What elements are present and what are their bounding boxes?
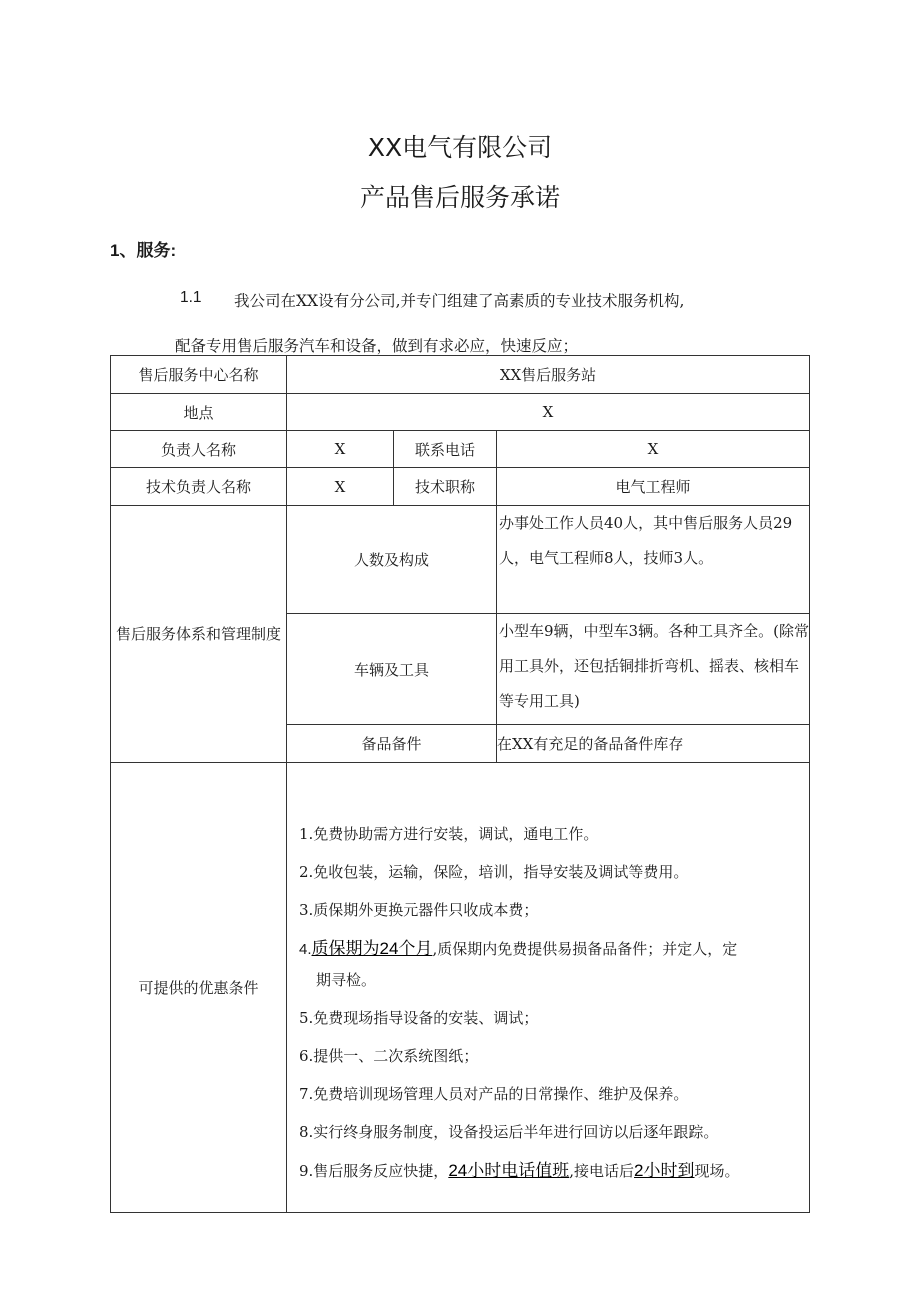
offers-list: [287, 763, 810, 1213]
offer-item-3: 3.质保期外更换元器件只收成本费；: [299, 901, 539, 919]
arrival-highlight: 2小时到: [634, 1161, 695, 1180]
table-row: [111, 468, 810, 506]
clause-line-1: 我公司在XX设有分公司,并专门组建了高素质的专业技术服务机构,: [234, 292, 685, 310]
offer-item-4-continuation: 期寻检。: [316, 971, 377, 989]
offers-label: 可提供的优惠条件: [111, 763, 287, 1213]
offer-item-9-text-b: ,接电话后: [569, 1162, 635, 1180]
clause-line-2: 配备专用售后服务汽车和设备，做到有求必应，快速反应；: [175, 337, 579, 355]
table-row: [111, 356, 810, 394]
offer-item-7: 7.免费培训现场管理人员对产品的日常操作、维护及保养。: [299, 1085, 689, 1103]
offer-item-8: 8.实行终身服务制度，设备投运后半年进行回访以后逐年跟踪。: [299, 1123, 719, 1141]
hotline-highlight: 24小时电话值班: [448, 1161, 570, 1180]
offer-item-9-text-c: 现场。: [694, 1162, 740, 1180]
location-label: 地点: [111, 394, 287, 431]
tech-title-label: 技术职称: [394, 468, 497, 506]
spares-value: 在XX有充足的备品备件库存: [497, 725, 810, 763]
table-row: [111, 506, 810, 614]
offer-item-4: [299, 939, 809, 990]
warranty-highlight: 质保期为24个月: [311, 939, 433, 958]
center-name-label: 售后服务中心名称: [111, 356, 287, 394]
tech-manager-label: 技术负责人名称: [111, 468, 287, 506]
phone-value: X: [497, 431, 810, 468]
clause-number: 1.1: [180, 289, 202, 306]
offer-item-9: [299, 1161, 809, 1181]
offer-item-4-number: 4.: [299, 941, 312, 958]
service-table: [110, 355, 810, 1213]
manager-value: X: [287, 431, 394, 468]
staff-label: 人数及构成: [287, 506, 497, 614]
offer-item-6: 6.提供一、二次系统图纸；: [299, 1047, 479, 1065]
table-row: [111, 763, 810, 1213]
spares-label: 备品备件: [287, 725, 497, 763]
system-label: 售后服务体系和管理制度: [111, 506, 287, 763]
center-name-value: XX售后服务站: [287, 356, 810, 394]
company-title: XX电气有限公司: [367, 133, 553, 162]
document-title: 产品售后服务承诺: [359, 183, 560, 212]
offer-item-4-text: ,质保期内免费提供易损备品备件；并定人，定: [432, 940, 738, 958]
tech-title-value: 电气工程师: [497, 468, 810, 506]
location-value: X: [287, 394, 810, 431]
vehicles-value: 小型车9辆，中型车3辆。各种工具齐全。(除常用工具外，还包括铜排折弯机、摇表、核相车等专用工具): [497, 614, 810, 725]
table-row: [111, 431, 810, 468]
offer-item-5: 5.免费现场指导设备的安装、调试；: [299, 1009, 539, 1027]
offer-item-9-text-a: 9.售后服务反应快捷，: [299, 1162, 449, 1180]
staff-value: 办事处工作人员40人，其中售后服务人员29人，电气工程师8人，技师3人。: [497, 506, 810, 614]
vehicles-label: 车辆及工具: [287, 614, 497, 725]
phone-label: 联系电话: [394, 431, 497, 468]
table-row: [111, 394, 810, 431]
offer-item-1: 1.免费协助需方进行安装，调试，通电工作。: [299, 825, 599, 843]
offer-item-2: 2.免收包装，运输，保险，培训，指导安装及调试等费用。: [299, 863, 689, 881]
tech-manager-value: X: [287, 468, 394, 506]
manager-label: 负责人名称: [111, 431, 287, 468]
section-heading-service: 1、服务:: [110, 241, 177, 260]
